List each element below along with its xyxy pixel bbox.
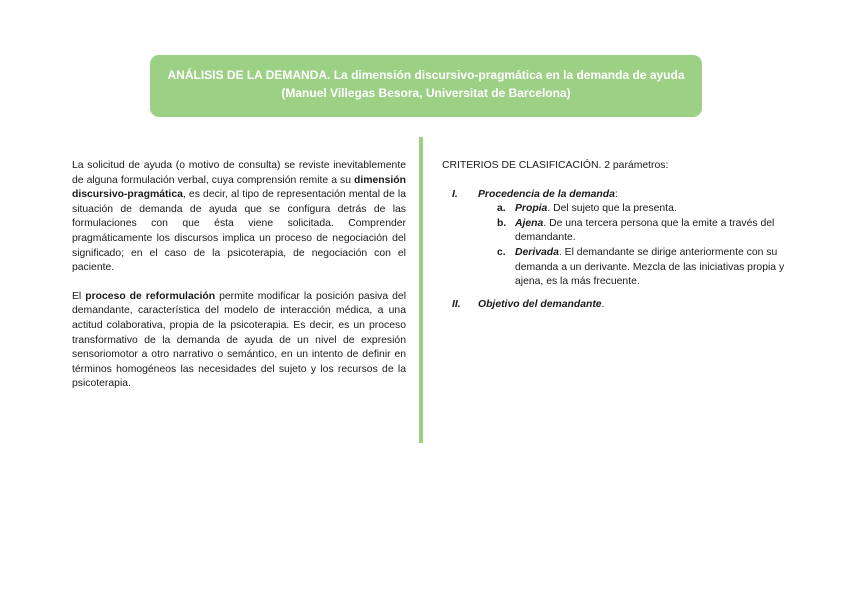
paragraph-text: La solicitud de ayuda (o motivo de consulta) se reviste inevitablemente de alguna formulación verbal, cuya comprensión remite a su (72, 160, 406, 186)
criterion-suffix: . (601, 298, 605, 310)
sub-term: Ajena (515, 217, 544, 229)
criterion-item (442, 298, 787, 313)
sub-text: . El demandante se dirige anteriormente con su demanda a un derivante. Mezcla de las iniciativas propia y ajena, es la más frecuente. (515, 246, 785, 288)
right-column (442, 159, 787, 312)
list-marker: c. (497, 246, 506, 258)
title-line-2: (Manuel Villegas Besora, Universitat de Barcelona) (281, 86, 571, 100)
list-marker: a. (497, 203, 506, 215)
criterion-suffix: : (614, 188, 618, 200)
sub-text: . Del sujeto que la presenta. (547, 203, 677, 215)
criterion-label: Procedencia de la demanda (478, 188, 615, 200)
list-item (442, 202, 787, 217)
criterion-item (442, 188, 787, 203)
left-column (72, 159, 406, 406)
paragraph-solicitud (72, 159, 406, 276)
bold-term: dimensión discursivo-pragmática (72, 174, 406, 201)
list-marker: II. (452, 298, 461, 310)
paragraph-text: , es decir, al tipo de representación mental de la situación de demanda de ayuda que se configura detrás de las formulaciones con que ésta viene solicitada. Comprender pragmáticamente los discursos implica un proceso de negociación del significado; en el caso de la psicoterapia, de negociación con el paciente. (72, 189, 406, 274)
criteria-heading: CRITERIOS DE CLASIFICACIÓN. 2 parámetros: (442, 160, 669, 171)
column-divider (419, 137, 423, 443)
sub-text: . De una tercera persona que la emite a través del demandante. (515, 217, 775, 244)
sub-list (442, 202, 787, 290)
title-line-1: ANÁLISIS DE LA DEMANDA. La dimensión discursivo-pragmática en la demanda de ayuda (167, 68, 685, 82)
sub-term: Propia (515, 203, 548, 215)
list-marker: b. (497, 217, 507, 229)
bold-term: proceso de reformulación (85, 290, 216, 302)
paragraph-text: permite modificar la posición pasiva del demandante, característica del modelo de interacción médica, a una actitud colaborativa, propia de la psicoterapia. Es decir, es un proceso transformativo de la demanda de ayuda de un nivel de expresión sensoriomotor a otro narrativo o semántico, en un intento de definir en términos homogéneos las necesidades del sujeto y los recursos de la psicoterapia. (72, 290, 407, 390)
list-marker: I. (452, 188, 458, 200)
list-item (442, 246, 787, 290)
paragraph-reformulacion (72, 290, 406, 392)
sub-term: Derivada (515, 246, 559, 258)
list-item (442, 217, 787, 246)
paragraph-text: El (72, 290, 86, 302)
criterion-label: Objetivo del demandante (478, 298, 602, 310)
title-banner (150, 55, 702, 117)
